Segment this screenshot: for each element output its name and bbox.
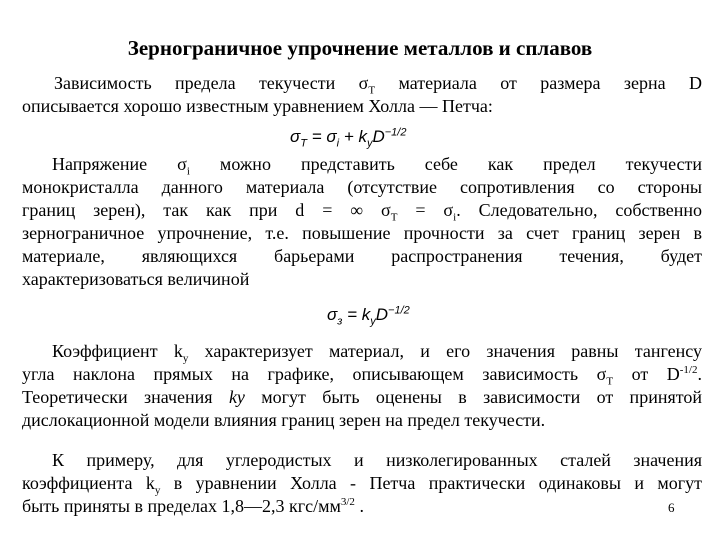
p3-text-b: характеризует материал, и его значения равны тангенсу [188,341,702,361]
p2-line-2: монокристалла данного материала (отсутствие сопротивления со стороны [22,177,702,197]
f1-sub-i: i [336,137,340,150]
paragraph-steel-example [22,449,702,518]
p3-l2-sub-t: Т [606,375,614,388]
p3-l3-b: могут быть оценены в зависимости от принятой [244,387,703,407]
f2-exp: −1/2 [388,304,410,317]
p3-l2-sup: -1/2 [679,364,698,376]
p2-text-a: Напряжение σ [52,154,187,174]
f1-sub-t: T [300,137,307,150]
p2-l3-c: . Следовательно, собственно [456,200,703,220]
p3-l2-b: от D [613,364,680,384]
p1-sub-t: Т [368,84,376,97]
slide-title: Зернограничное упрочнение металлов и сплавов [127,36,593,60]
p4-line-3 [22,495,702,518]
p2-l3-sub-i: i [453,211,457,224]
f1-d: D [372,127,385,146]
p3-text-a: Коэффициент k [52,341,183,361]
p2-l3-a: границ зерен), так как при d = ∞ σ [22,200,391,220]
p3-l3-ky: ky [228,387,245,407]
f2-sub-z: з [337,315,343,328]
f2-k: = k [342,305,371,324]
p4-line-1: К примеру, для углеродистых и низколегированных сталей значения [52,450,702,470]
f2-d: D [375,305,389,324]
p4-l2-sub-y: y [154,484,161,497]
f2-sub-y: y [370,315,376,328]
paragraph-ky-coefficient [22,340,702,432]
p2-line-6: характеризоваться величиной [22,269,250,289]
p2-line-3 [22,199,702,222]
p3-l3-a: Теоретически значения [22,387,229,407]
page-number: 6 [668,500,675,515]
p4-l3-b: . [354,496,364,516]
p4-l3-a: быть приняты в пределах 1,8—2,3 кгс/мм [22,496,341,516]
f1-k: + k [339,127,367,146]
p3-l2-c: . [697,364,702,384]
p4-line-2 [22,472,702,495]
p1-line-1 [52,72,702,95]
p2-line-4: зернограничное упрочнение, т.е. повышение прочности за счет границ зерен в [22,223,702,243]
hall-petch-formula [290,126,407,150]
p4-l2-b: в уравнении Холла - Петча практически одинаковы и могут [160,473,702,493]
f1-sub-y: y [366,137,373,150]
p2-text-b: можно представить себе как предел текучести [189,154,703,174]
p3-sub-y: y [182,352,189,365]
f1-exp: −1/2 [384,126,407,139]
p4-l2-a: коэффициента k [22,473,155,493]
f2-sigma: σ [327,305,338,324]
p2-l3-sub-t: Т [390,211,398,224]
p3-line-2 [22,363,702,386]
paragraph-sigma-i [22,153,702,291]
p2-sub-i: i [186,165,190,178]
f1-sigma: σ [290,127,301,146]
p1-text-b: материала от размера зерна D [375,73,702,93]
p3-line-3 [22,386,702,409]
p3-line-1 [22,340,702,363]
p4-l3-sup: 3/2 [340,496,355,508]
p3-line-4: дислокационной модели влияния границ зерен на предел текучести. [22,410,546,430]
p2-line-1 [22,153,702,176]
p1-line-2: описывается хорошо известным уравнением Холла — Петча: [22,95,493,116]
grain-boundary-strengthening-formula [327,304,410,328]
paragraph-hall-petch-intro [22,72,702,117]
p1-text-a: Зависимость предела текучести σ [54,73,369,93]
p2-line-5: материале, являющихся барьерами распространения течения, будет [22,246,702,266]
p3-l2-a: угла наклона прямых на графике, описывающем зависимость σ [22,364,607,384]
f1-eq: = σ [307,127,337,146]
p2-l3-b: = σ [397,200,454,220]
